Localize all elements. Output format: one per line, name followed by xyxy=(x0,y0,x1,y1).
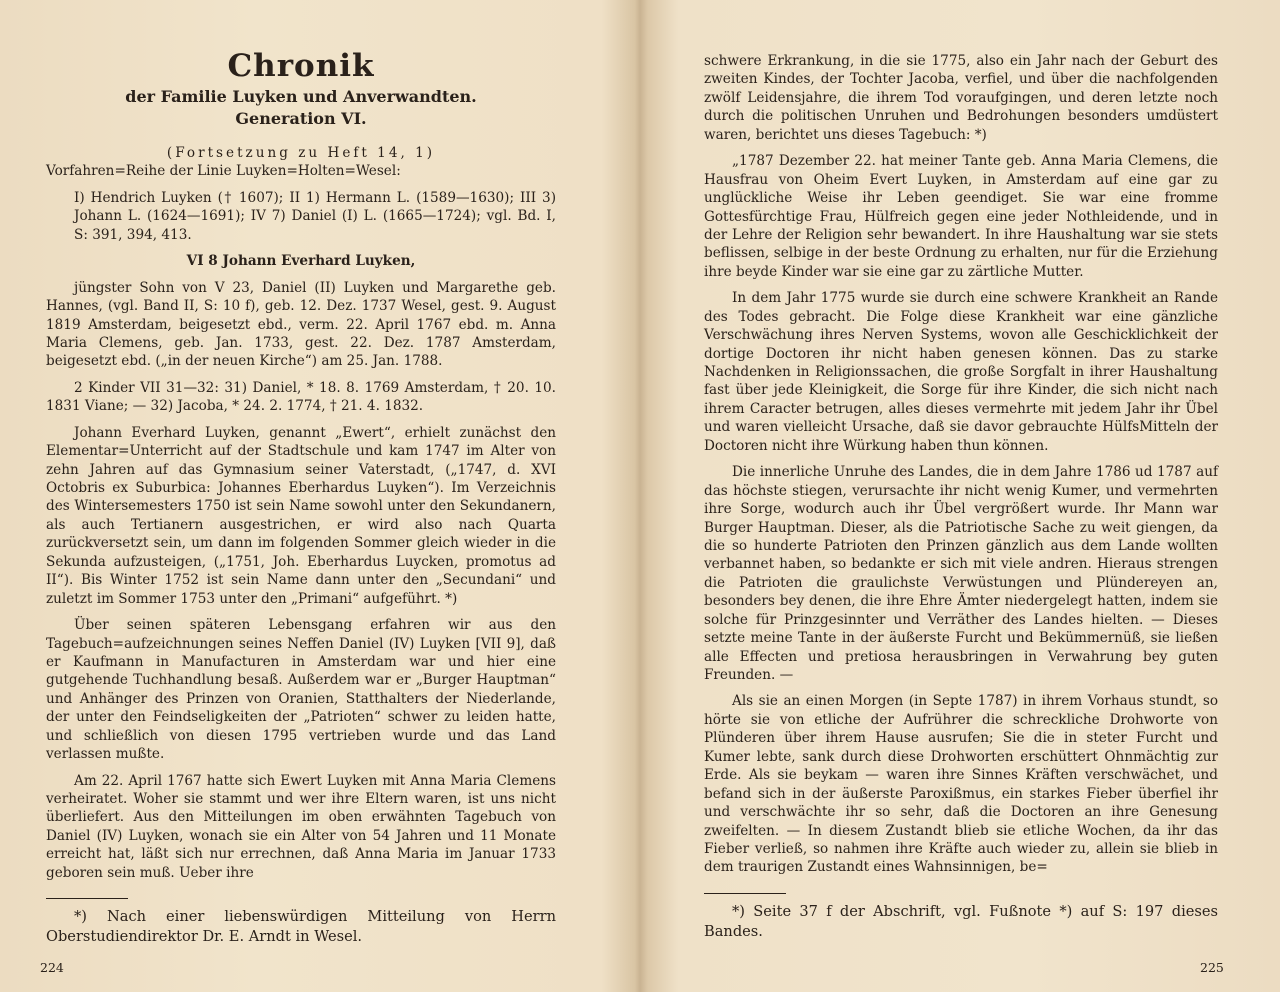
left-text-column xyxy=(46,0,556,947)
paragraph: jüngster Sohn von V 23, Daniel (II) Luyken und Margarethe geb. Hannes, (vgl. Band II, S: 10 f), geb. 12. Dez. 1737 Wesel, gest. 9. August 1819 Amsterdam, beigesetzt ebd., verm. 22. April 1767 ebd. m. Anna Maria Clemens, geb. Jan. 1733, gest. 22. Dez. 1787 Amsterdam, beigesetzt ebd. („in der neuen Kirche“) am 25. Jan. 1788. xyxy=(46,279,556,370)
page-number: 225 xyxy=(1200,960,1224,975)
paragraph: schwere Erkrankung, in die sie 1775, also ein Jahr nach der Geburt des zweiten Kindes, der Tochter Jacoba, verfiel, und über die nachfolgenden zwölf Leidensjahre, die ihrem Tod voraufgingen, und deren letzte noch durch die politischen Unruhen und Bedrohungen besonders umdüstert waren, berichtet uns dieses Tagebuch: *) xyxy=(704,53,1218,143)
footnote: *) Seite 37 f der Abschrift, vgl. Fußnote *) auf S: 197 dieses Bandes. xyxy=(704,902,1218,940)
footnote-rule xyxy=(704,893,786,894)
footnote: *) Nach einer liebenswürdigen Mitteilung von Herrn Oberstudiendirektor Dr. E. Arndt in Wesel. xyxy=(46,908,556,946)
paragraph: Über seinen späteren Lebensgang erfahren wir aus den Tagebuch=aufzeichnungen seines Neffen Daniel (IV) Luyken [VII 9], daß er Kaufmann in Manufacturen in Amsterdam war und hier eine gutgehende Tuchhandlung besaß. Außerdem war er „Burger Hauptman“ und Anhänger des Prinzen von Oranien, Statthalters der Niederlande, der unter den Feindseligkeiten der „Patrioten“ schwer zu leiden hatte, und schließlich von diesen 1795 vertrieben wurde und das Land verlassen mußte. xyxy=(46,617,556,763)
person-heading: VI 8 Johann Everhard Luyken, xyxy=(186,253,416,270)
ancestry-list: I) Hendrich Luyken († 1607); II 1) Hermann L. (1589—1630); III 3) Johann L. (1624—1691); IV 7) Daniel (I) L. (1665—1724); vgl. Bd. I, S: 391, 394, 413. xyxy=(74,189,556,243)
paragraph: 2 Kinder VII 31—32: 31) Daniel, * 18. 8. 1769 Amsterdam, † 20. 10. 1831 Viane; — 32) Jacoba, * 24. 2. 1774, † 21. 4. 1832. xyxy=(46,379,556,415)
chronicle-title: Chronik xyxy=(227,48,375,84)
ancestry-heading: Vorfahren=Reihe der Linie Luyken=Holten=Wesel: xyxy=(46,163,401,180)
right-text-column xyxy=(704,52,1218,942)
paragraph: „1787 Dezember 22. hat meiner Tante geb. Anna Maria Clemens, die Hausfrau von Oheim Evert Luyken, in Amsterdam auf eine gar zu unglückliche Weise ihr Leben geendiget. Sie war eine fromme Gottesfürchtige Frau, Hülfreich gegen eine jeder Nothleidende, und in der Lehre der Religion sehr bewandert. In ihre Haushaltung war sie stets beflissen, selbige in der beste Ordnung zu erhalten, nur für die Erziehung ihre beyde Kinder war sie eine gar zu zärtliche Mutter. xyxy=(704,153,1218,280)
paragraph: Johann Everhard Luyken, genannt „Ewert“, erhielt zunächst den Elementar=Unterricht auf der Stadtschule und kam 1747 im Alter von zehn Jahren auf das Gymnasium seiner Vaterstadt, („1747, d. XVI Octobris ex Suburbica: Johannes Eberhardus Luyken“). Im Verzeichnis des Wintersemesters 1750 ist sein Name sowohl unter den Sekundanern, als auch Tertianern ausgestrichen, er wird also nach Quarta zurückversetzt sein, um dann im folgenden Sommer gleich wieder in die Sekunda aufzusteigen, („1751, Joh. Eberhardus Luycken, promotus ad II“). Bis Winter 1752 ist sein Name dann unter den „Secundani“ und zuletzt im Sommer 1753 unter den „Primani“ aufgeführt. *) xyxy=(46,424,556,607)
paragraph: Am 22. April 1767 hatte sich Ewert Luyken mit Anna Maria Clemens verheiratet. Woher sie stammt und wer ihre Eltern waren, ist uns nicht überliefert. Aus den Mitteilungen im oben erwähnten Tagebuch von Daniel (IV) Luyken, wonach sie ein Alter von 54 Jahren und 11 Monate erreicht hat, läßt sich nur errechnen, daß Anna Maria im Januar 1733 geboren sein muß. Ueber ihre xyxy=(46,772,556,881)
continuation-note: (Fortsetzung zu Heft 14, 1) xyxy=(166,145,436,161)
chronicle-subtitle: der Familie Luyken und Anverwandten. xyxy=(125,87,477,106)
page-number: 224 xyxy=(40,960,64,975)
generation-heading: Generation VI. xyxy=(235,109,367,128)
footnote-rule xyxy=(46,898,128,899)
paragraph: In dem Jahr 1775 wurde sie durch eine schwere Krankheit an Rande des Todes gebracht. Die Folge diese Krankheit war eine gänzliche Verschwächung ihres Nerven Systems, wovon alle Geschicklichkeit der dortige Doctoren ihr nicht haben genesen können. Das zu starke Nachdenken in Religionssachen, die große Sorgfalt in ihrer Haushaltung fast über jede Kleinigkeit, die Sorge für ihre Kinder, die sich nicht nach ihrem Caracter betrugen, alles dieses vermehrte mit jedem Jahr ihr Übel und waren vielleicht Ursache, daß sie davor gebrauchte HülfsMitteln der Doctoren nicht ihre Würkung haben thun können. xyxy=(704,290,1218,454)
right-page xyxy=(640,0,1280,992)
paragraph: Die innerliche Unruhe des Landes, die in dem Jahre 1786 ud 1787 auf das höchste stiegen, verursachte ihr nicht wenig Kumer, und vermehrten ihre Sorge, wodurch auch ihr Übel vergrößert wurde. Ihr Mann war Burger Hauptman. Dieser, als die Patriotische Sache zu weit giengen, da die so hunderte Patrioten den Prinzen gänzlich aus dem Lande wollten verbannet haben, so bedankte er sich mit viele andren. Hieraus strengen die Patrioten die graulichste Verwüstungen und Plündereyen an, besonders bey denen, die ihre Ehre Ämter niedergelegt hatten, indem sie solche für Prinzgesinnter und Verräther des Landes hielten. — Dieses setzte meine Tante in der äußerste Furcht und Bekümmernüß, sie ließen alle Effecten und pretiosa herausbringen in Verwahrung bey guten Freunden. — xyxy=(704,464,1218,683)
paragraph: Als sie an einen Morgen (in Septe 1787) in ihrem Vorhaus stundt, so hörte sie von etliche der Aufrührer die schreckliche Drohworte von Plünderen über ihrem Hause ausrufen; Sie die in steter Furcht und Kumer lebte, sank durch diese Drohworten erschüttert Ohnmächtig zur Erde. Als sie beykam — waren ihre Sinnes Kräften verschwächet, und befand sich in der äußerste Paroxißmus, ein starkes Fieber überfiel ihr und verschwächte ihr so sehr, daß die Doctoren an ihre Genesung zweifelten. — In diesem Zustandt blieb sie etliche Wochen, da ihr das Fieber verließ, so nahmen ihre Kräfte auch wieder zu, allein sie blieb in dem traurigen Zustandt eines Wahnsinnigen, be= xyxy=(704,693,1218,876)
